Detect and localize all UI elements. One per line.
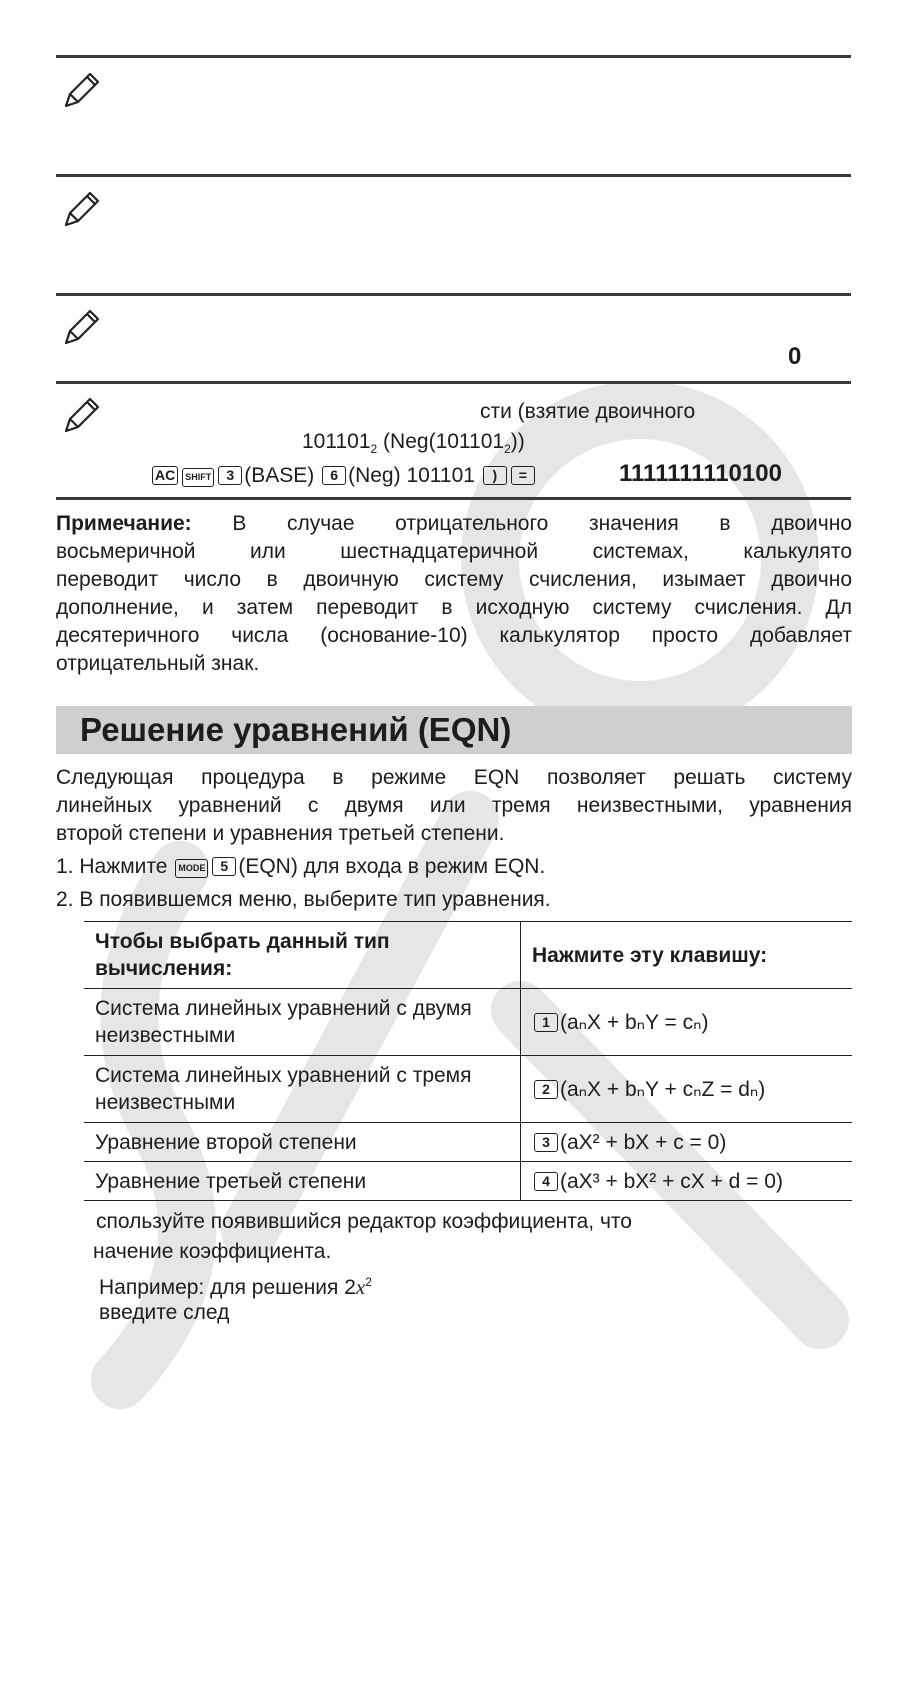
rule-3 xyxy=(56,293,851,296)
key-4: 4 xyxy=(534,1172,558,1191)
note-label: Примечание: xyxy=(56,512,192,535)
table-header xyxy=(84,922,852,989)
pencil-icon xyxy=(62,189,102,229)
table-row: Уравнение второй степени 3 (aX² + bX + c = 0) xyxy=(84,1123,852,1162)
rule-5 xyxy=(56,497,851,500)
example-4-line1: сти (взятие двоичного xyxy=(480,400,696,423)
rule-2 xyxy=(56,174,851,177)
key-5: 5 xyxy=(212,857,236,876)
rule-4 xyxy=(56,381,851,384)
after-table-line2: начение коэффициента. xyxy=(93,1240,332,1263)
header-right: Нажмите эту клавишу: xyxy=(521,922,853,989)
example-3-result: 0 xyxy=(788,343,802,370)
section-title: Решение уравнений (EQN) xyxy=(80,711,512,748)
after-table-line4: введите след xyxy=(99,1301,230,1324)
rule-1 xyxy=(56,55,851,58)
pencil-icon xyxy=(62,307,102,347)
key-3: 3 xyxy=(534,1133,558,1152)
header-left: Чтобы выбрать данный тип вычисления: xyxy=(84,922,521,989)
close-paren-key: ) xyxy=(483,466,507,485)
section-intro: Следующая процедура в режиме EQN позволяет решать систему линейных уравнений с двумя или тремя неизвестными, уравнения второй степени и уравнения третьей степени. xyxy=(56,766,852,845)
section-banner xyxy=(56,706,852,754)
key-2: 2 xyxy=(534,1080,558,1099)
example-4-keystrokes: AC SHIFT 3 (BASE) 6 (Neg) 101101 ) = xyxy=(150,464,537,488)
after-table-line3: Например: для решения $2x^2$ xyxy=(99,1275,372,1299)
equation-type-table xyxy=(84,921,852,1201)
pencil-icon xyxy=(62,395,102,435)
key-1: 1 xyxy=(534,1013,558,1032)
table-row: Система линейных уравнений с двумя неизвестными 1 (aₙX + bₙY = cₙ) xyxy=(84,989,852,1056)
shift-key: SHIFT xyxy=(182,468,214,487)
key-3: 3 xyxy=(218,466,242,485)
step-2: 2. В появившемся меню, выберите тип уравнения. xyxy=(56,888,551,911)
table-row: Уравнение третьей степени 4 (aX³ + bX² + cX + d = 0) xyxy=(84,1162,852,1201)
example-4-line2: $101101_2$ $(Neg(101101_2))$ xyxy=(302,430,525,457)
equals-key: = xyxy=(511,466,535,485)
example-4-result: 1111111110100 xyxy=(619,460,782,487)
key-6: 6 xyxy=(322,466,346,485)
note-paragraph: Примечание: В случае отрицательного значения в двоично восьмеричной или шестнадцатеричной системах, калькулято переводит число в двоичную систему счисления, изымает двоично дополнение, и затем переводит в исходную систему счисления. Дл десятеричного числа (основание-10) калькулятор просто добавляет отрицательный знак. xyxy=(56,512,852,675)
step-1: 1. Нажмите MODE 5 (EQN) для входа в режим EQN. xyxy=(56,855,546,878)
table-row: Система линейных уравнений с тремя неизвестными 2 (aₙX + bₙY + cₙZ = dₙ) xyxy=(84,1056,852,1123)
mode-key: MODE xyxy=(175,859,208,878)
ac-key: AC xyxy=(152,466,178,485)
after-table-line1: спользуйте появившийся редактор коэффициента, что xyxy=(96,1210,632,1233)
pencil-icon xyxy=(62,70,102,110)
